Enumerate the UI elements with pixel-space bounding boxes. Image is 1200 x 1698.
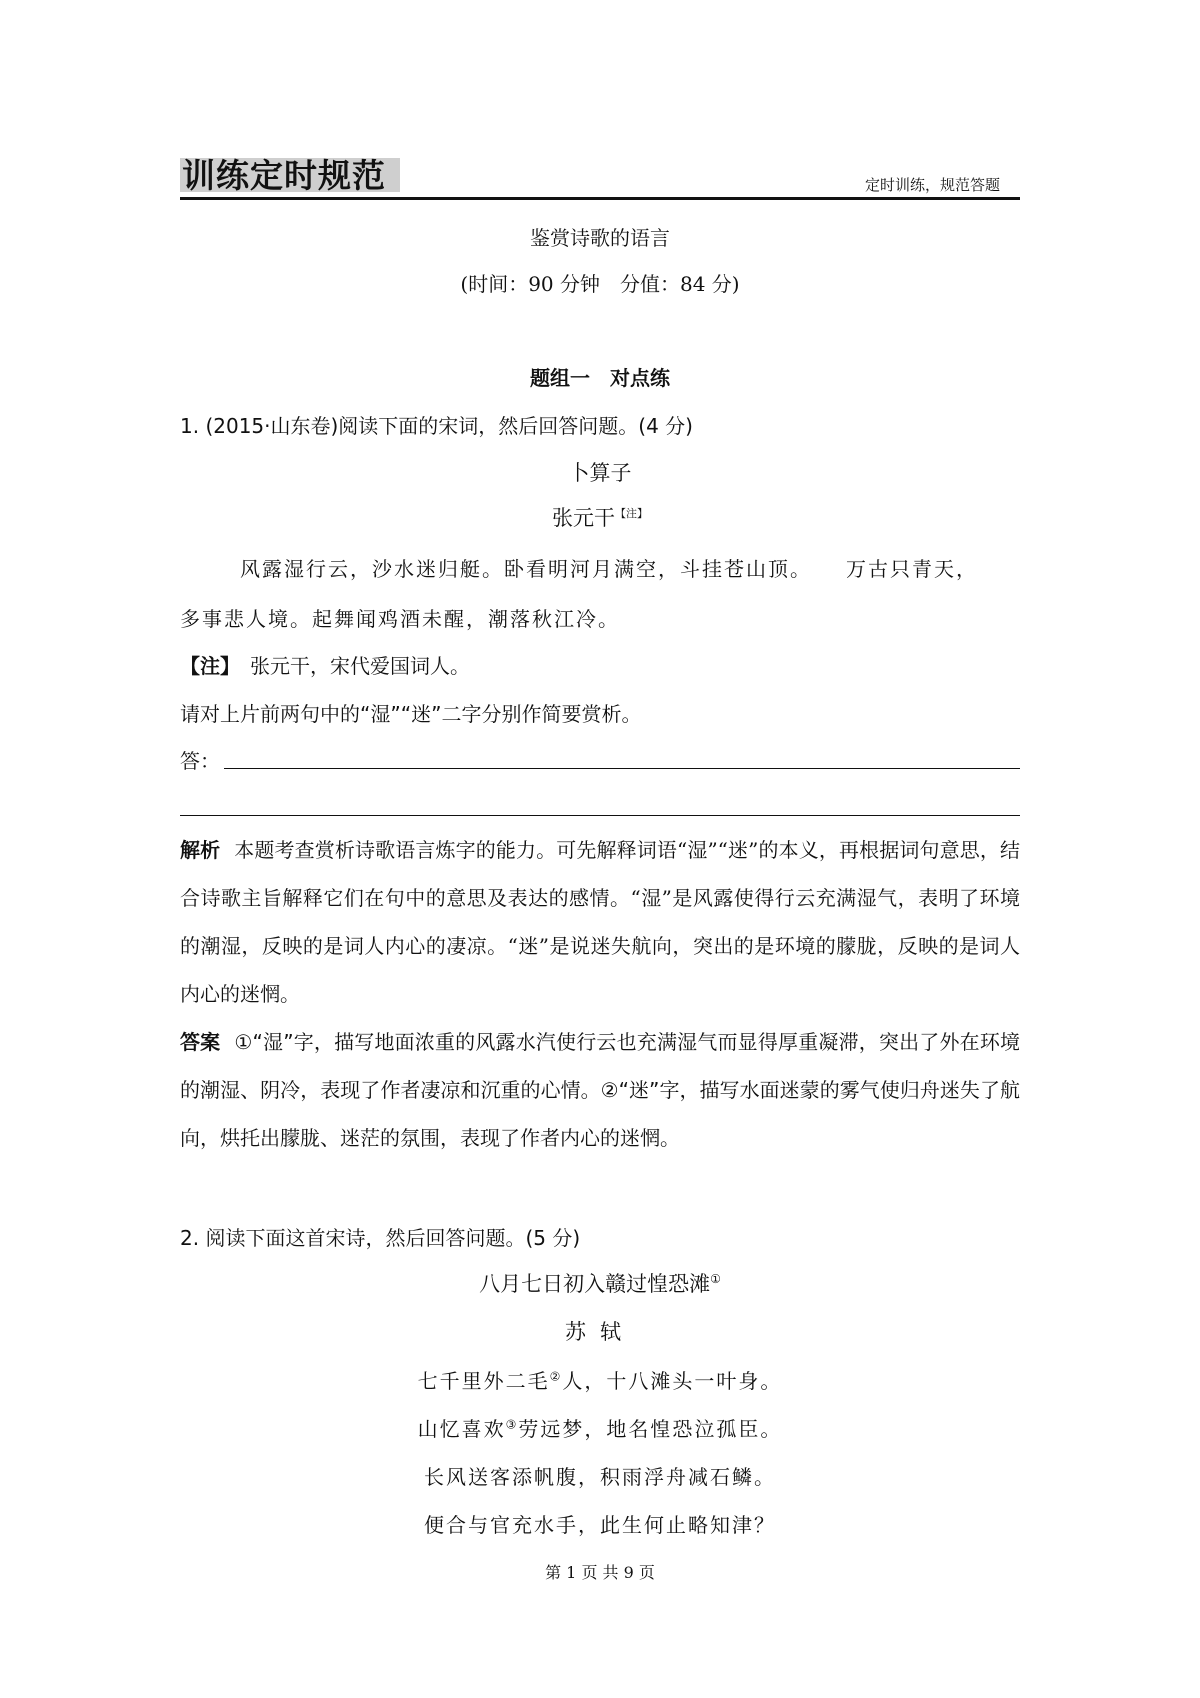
question-1-ask: 请对上片前两句中的“湿”“迷”二字分别作简要赏析。 xyxy=(180,702,642,726)
group-title: 题组一 对点练 xyxy=(530,366,670,390)
poem-2-verse-2 xyxy=(0,1413,1200,1442)
verse-1-part-b: 人，十八滩头一叶身。 xyxy=(562,1369,783,1393)
answer-key-label: 答案 xyxy=(180,1030,221,1054)
answer-key-text: ①“湿”字，描写地面浓重的风露水汽使行云也充满湿气而显得厚重凝滞，突出了外在环境的潮湿、阴冷，表现了作者凄凉和沉重的心情。②“迷”字，描写水面迷蒙的雾气使归舟迷失了航向，烘托出朦胧、迷茫的氛围，表现了作者内心的迷惘。 xyxy=(180,1030,1020,1150)
document-meta: (时间：90 分钟 分值：84 分) xyxy=(460,272,740,296)
poem-1-author xyxy=(0,502,1200,532)
poem-2-verse-3: 长风送客添帆腹，积雨浮舟减石鳞。 xyxy=(424,1465,776,1489)
verse-2-part-b: 劳远梦，地名惶恐泣孤臣。 xyxy=(518,1417,783,1441)
analysis-paragraph xyxy=(180,826,1020,1018)
poem-1-title: 卜算子 xyxy=(568,461,632,485)
question-2-prompt: 2. 阅读下面这首宋诗，然后回答问题。(5 分) xyxy=(180,1226,581,1250)
poem-2-verse-4: 便合与官充水手，此生何止略知津？ xyxy=(424,1513,776,1537)
poem-1-author-note-mark: 【注】 xyxy=(615,507,648,520)
verse-2-part-a: 山忆喜欢 xyxy=(417,1417,506,1441)
verse-1-note-mark: ② xyxy=(549,1369,563,1384)
header-tagline: 定时训练，规范答题 xyxy=(864,176,1000,194)
verse-1-part-a: 七千里外二毛 xyxy=(417,1369,550,1393)
header-rule xyxy=(180,197,1020,200)
answer-label: 答： xyxy=(180,749,220,773)
note-text: 张元干，宋代爱国词人。 xyxy=(250,654,470,678)
answer-key-paragraph xyxy=(180,1018,1020,1162)
poem-1-note xyxy=(180,650,1020,679)
answer-line-1[interactable] xyxy=(224,768,1020,769)
page-footer: 第 1 页 共 9 页 xyxy=(545,1563,655,1582)
poem-1-line-1: 风露湿行云，沙水迷归艇。卧看明河月满空，斗挂苍山顶。 万古只青天， xyxy=(240,557,978,581)
question-1-prompt: 1. (2015·山东卷)阅读下面的宋词，然后回答问题。(4 分) xyxy=(180,414,693,438)
header-title: 训练定时规范 xyxy=(182,156,386,195)
poem-1-line-2: 多事悲人境。起舞闻鸡酒未醒，潮落秋江冷。 xyxy=(180,607,620,631)
document-title: 鉴赏诗歌的语言 xyxy=(530,226,670,250)
analysis-label: 解析 xyxy=(180,838,221,862)
poem-2-verse-1 xyxy=(0,1365,1200,1394)
poem-2-author: 苏轼 xyxy=(565,1320,635,1344)
analysis-text: 本题考查赏析诗歌语言炼字的能力。可先解释词语“湿”“迷”的本义，再根据词句意思，结合诗歌主旨解释它们在句中的意思及表达的感情。“湿”是风露使得行云充满湿气，表明了环境的潮湿，反映的是词人内心的凄凉。“迷”是说迷失航向，突出的是环境的朦胧，反映的是词人内心的迷惘。 xyxy=(180,838,1020,1006)
poem-1-author-name: 张元干 xyxy=(552,506,615,530)
note-label: 【注】 xyxy=(180,654,240,678)
poem-2-title-text: 八月七日初入赣过惶恐滩 xyxy=(479,1272,711,1296)
verse-2-note-mark: ③ xyxy=(505,1417,519,1432)
answer-line-2[interactable] xyxy=(180,815,1020,816)
poem-2-title xyxy=(0,1268,1200,1298)
poem-2-title-mark: ① xyxy=(710,1272,721,1286)
